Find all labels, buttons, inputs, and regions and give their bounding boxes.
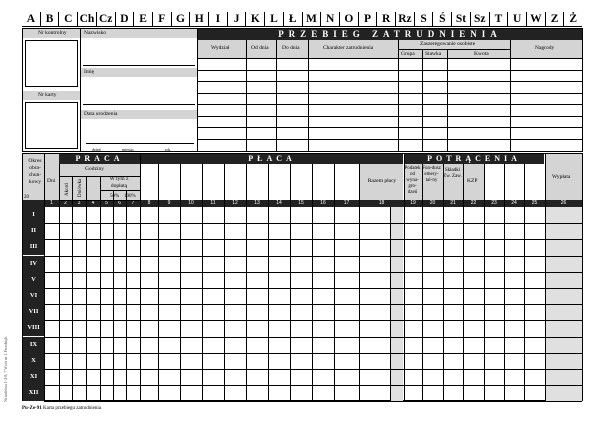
month-label: IV (23, 256, 44, 272)
table-row[interactable] (44, 385, 582, 386)
column-number: 2 (64, 200, 67, 206)
table-row[interactable] (44, 256, 582, 257)
month-label: VIII (23, 320, 44, 336)
alphabet-tab[interactable]: K (245, 12, 264, 26)
praca-title: PRACA (59, 154, 140, 164)
footer-caption (22, 406, 101, 411)
potracenia-title: POTRĄCENIA (404, 154, 544, 164)
employment-row (198, 70, 582, 71)
imie-field[interactable] (83, 79, 195, 105)
column-number: 7 (131, 200, 135, 206)
column-number: 11 (210, 200, 216, 206)
nr-karty-label: Nr karty (38, 92, 57, 98)
imie-header (81, 68, 197, 77)
table-row[interactable] (44, 288, 582, 289)
column-number: 14 (276, 200, 282, 206)
alphabet-tab[interactable]: Ch (77, 12, 96, 26)
employment-row (198, 139, 582, 140)
column-number: 8 (147, 200, 151, 206)
column-number: 24 (511, 200, 517, 206)
column-number: 21 (450, 200, 456, 206)
month-label: V (23, 272, 44, 288)
column-number: 15 (298, 200, 304, 206)
column-number: 3 (77, 200, 81, 206)
table-row[interactable] (44, 401, 582, 402)
alphabet-tab[interactable]: Ł (283, 12, 302, 26)
table-row[interactable] (44, 353, 582, 354)
column-number: 16 (320, 200, 326, 206)
alphabet-tab[interactable]: F (152, 12, 171, 26)
month-label: VI (23, 288, 44, 304)
alphabet-tab[interactable]: Sz (470, 12, 489, 26)
year-prefix: 20 (24, 195, 29, 200)
table-row[interactable] (44, 223, 582, 224)
col-od-dnia: Od dnia (251, 45, 269, 51)
col-stawka: Stawka (425, 51, 442, 57)
footer-description: Karta przebiegu zatrudnienia (42, 406, 102, 411)
month-label: VII (23, 304, 44, 320)
alphabet-tab[interactable]: L (264, 12, 283, 26)
employment-title: PRZEBIEG ZATRUDNIENIA (198, 29, 582, 40)
employment-row (198, 81, 582, 82)
alphabet-tab[interactable]: E (133, 12, 152, 26)
table-row[interactable] (44, 320, 582, 321)
pct50-label: 50% (110, 194, 120, 199)
pct100-label: 100% (124, 194, 136, 199)
alphabet-tab[interactable]: S (414, 12, 433, 26)
column-number: 13 (254, 200, 260, 206)
nr-karty-field[interactable] (25, 102, 78, 149)
okres-label: Okres obra-chun-kowy (28, 158, 42, 185)
column-number: 23 (491, 200, 497, 206)
alphabet-tab[interactable]: St (451, 12, 470, 26)
column-number: 17 (343, 200, 350, 206)
month-label: I (23, 207, 44, 223)
nr-kontrolny-label: Nr kontrolny (38, 30, 67, 36)
dniowka-label: Dniówka (78, 178, 83, 197)
alphabet-tab[interactable]: Z (545, 12, 564, 26)
alphabet-tab[interactable]: G (171, 12, 190, 26)
alphabet-tab[interactable]: M (302, 12, 321, 26)
kzp-label: KZP (467, 178, 478, 184)
alphabet-tab[interactable]: Ś (432, 12, 451, 26)
alphabet-tab[interactable]: C (58, 12, 77, 26)
footer-code: Pu-Ze-91 (22, 406, 42, 411)
alphabet-tab[interactable]: T (489, 12, 508, 26)
alphabet-tabs (22, 12, 582, 27)
column-number: 12 (232, 200, 238, 206)
column-number: 6 (118, 200, 121, 206)
w-tym-doplata-label: W tym z dopłatą (109, 176, 129, 189)
alphabet-tab[interactable]: J (227, 12, 246, 26)
column-number: 22 (470, 200, 477, 206)
column-number: 4 (91, 200, 95, 206)
column-number: 26 (560, 200, 567, 206)
employment-row (198, 104, 582, 105)
month-label: III (23, 239, 44, 255)
alphabet-tab[interactable]: Cz (96, 12, 115, 26)
col-grupa: Grupa (401, 51, 415, 57)
alphabet-tab[interactable]: W (526, 12, 545, 26)
alphabet-tab[interactable]: R (376, 12, 395, 26)
data-urodzenia-field[interactable] (86, 132, 194, 144)
col-wydzial: Wydział (211, 45, 230, 51)
column-number: 20 (429, 200, 436, 206)
nazwisko-label: Nazwisko (84, 30, 106, 36)
dni-label: Dni (47, 178, 56, 184)
alphabet-tab[interactable]: B (40, 12, 59, 26)
side-caption: Nr indeksu 1-4-8, 7 Wzór nr 1 Przedsięb. (3, 335, 8, 402)
alphabet-tab[interactable]: U (507, 12, 526, 26)
employment-row (198, 93, 582, 94)
table-row[interactable] (44, 369, 582, 370)
data-urodzenia-label: Data urodzenia (84, 111, 118, 117)
employment-row (198, 116, 582, 117)
fundusz-label: Fun-dusz emery-tal-ny (422, 166, 441, 183)
date-part-year: rok (165, 147, 171, 152)
alphabet-tab[interactable]: H (189, 12, 208, 26)
table-row[interactable] (44, 337, 582, 338)
alphabet-tab[interactable]: Rz (395, 12, 414, 26)
month-label: IX (23, 337, 44, 353)
nr-kontrolny-field[interactable] (25, 40, 78, 87)
date-part-day: dzień (92, 147, 101, 152)
column-number: 19 (410, 200, 416, 206)
date-part-month: miesiąc (122, 147, 135, 152)
alphabet-tab[interactable]: O (339, 12, 358, 26)
alphabet-tab[interactable]: D (115, 12, 134, 26)
employment-row (198, 58, 582, 59)
month-label: II (23, 223, 44, 239)
column-number: 5 (105, 200, 108, 206)
col-nagrody: Nagrody (535, 45, 555, 51)
nazwisko-field[interactable] (83, 40, 195, 66)
akord-label: Akord (65, 183, 70, 196)
col-zaszeregowanie: Zaszeregowanie osobiste (420, 41, 476, 47)
month-label: XII (23, 385, 44, 401)
podatek-label: Podatek od wyna-gro-dzeń (404, 166, 421, 195)
godziny-label: Godziny (85, 166, 104, 172)
alphabet-tab[interactable]: N (320, 12, 339, 26)
alphabet-tab[interactable]: A (26, 13, 35, 25)
column-number: 1 (50, 200, 53, 206)
imie-label: Imię (84, 69, 95, 75)
table-row[interactable] (44, 272, 582, 273)
column-number: 10 (188, 200, 194, 206)
col-do-dnia: Do dnia (282, 45, 300, 51)
col-charakter: Charakter zatrudnienia (323, 45, 374, 51)
table-row[interactable] (44, 304, 582, 305)
razem-placy-label: Razem płacy (367, 178, 397, 184)
wyplata-label: Wypłata (552, 174, 571, 180)
placa-title: PŁACA (141, 154, 403, 164)
alphabet-tab[interactable]: P (358, 12, 377, 26)
alphabet-tab[interactable]: Ż (563, 12, 582, 26)
skladki-label: Składki Zw. Zaw. (443, 168, 462, 179)
table-row[interactable] (44, 239, 582, 240)
column-number: 9 (167, 200, 171, 206)
month-label: X (23, 353, 44, 369)
employment-row (198, 127, 582, 128)
alphabet-tab[interactable]: I (208, 12, 227, 26)
month-label: XI (23, 369, 44, 385)
col-kwota: Kwota (474, 51, 489, 57)
column-number: 18 (378, 200, 385, 206)
column-number: 25 (531, 200, 538, 206)
